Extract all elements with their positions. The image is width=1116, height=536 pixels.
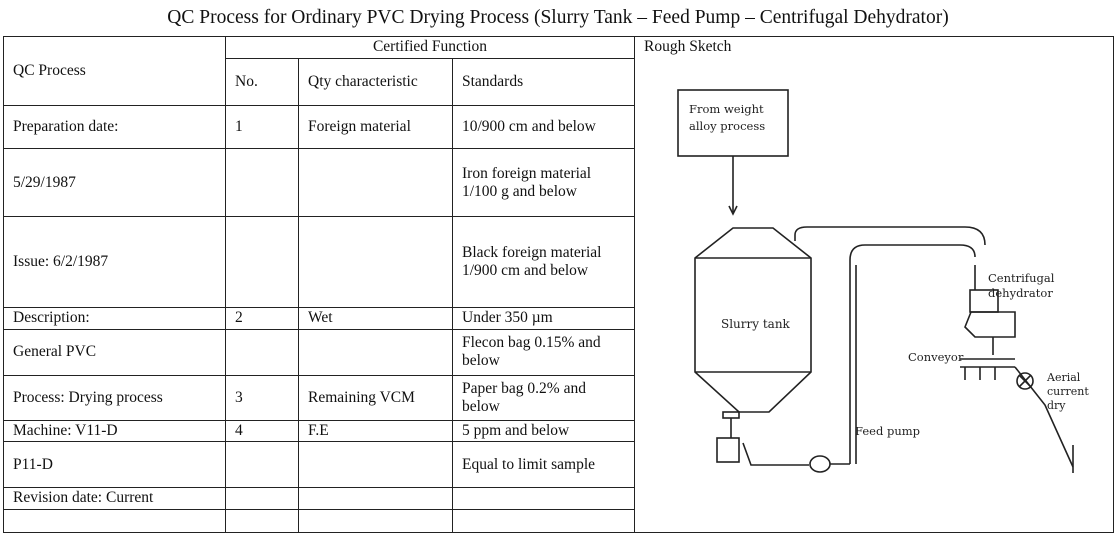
std-cell — [453, 487, 635, 510]
aerial-label-3: dry — [1047, 399, 1066, 412]
slurry-tank-label: Slurry tank — [721, 317, 790, 331]
qty-cell: Foreign material — [299, 105, 453, 148]
conveyor-label: Conveyor — [908, 350, 964, 364]
rough-sketch-title: Rough Sketch — [644, 38, 732, 55]
no-cell — [226, 510, 299, 533]
std-cell: Black foreign material 1/900 cm and below — [453, 217, 635, 308]
qty-cell — [299, 487, 453, 510]
qc-cell: P11-D — [4, 442, 226, 487]
aerial-label-1: Aerial — [1047, 371, 1081, 384]
qc-cell: Revision date: Current — [4, 487, 226, 510]
qc-cell: Issue: 6/2/1987 — [4, 217, 226, 308]
header-certified-function: Certified Function — [226, 37, 635, 59]
centrifugal-label-1: Centrifugal — [988, 271, 1055, 285]
header-qty: Qty characteristic — [299, 58, 453, 105]
qc-cell: Description: — [4, 307, 226, 330]
valve-box — [717, 438, 739, 462]
no-cell: 3 — [226, 375, 299, 420]
std-cell: Flecon bag 0.15% and below — [453, 330, 635, 375]
no-cell — [226, 442, 299, 487]
qty-cell — [299, 149, 453, 217]
qc-cell: Preparation date: — [4, 105, 226, 148]
std-cell: 5 ppm and below — [453, 420, 635, 442]
page-title: QC Process for Ordinary PVC Drying Process (Slurry Tank – Feed Pump – Centrifugal Dehydrator) — [167, 7, 949, 28]
weight-alloy-label-1: From weight — [689, 102, 764, 116]
qty-cell — [299, 442, 453, 487]
no-cell — [226, 217, 299, 308]
header-standards: Standards — [453, 58, 635, 105]
aerial-label-2: current — [1047, 385, 1089, 398]
qty-cell: Remaining VCM — [299, 375, 453, 420]
qty-cell — [299, 510, 453, 533]
qc-cell: Machine: V11-D — [4, 420, 226, 442]
no-cell: 2 — [226, 307, 299, 330]
header-qc-process: QC Process — [4, 37, 226, 106]
feed-pump-label: Feed pump — [855, 424, 921, 438]
qc-cell: General PVC — [4, 330, 226, 375]
weight-alloy-label-2: alloy process — [689, 119, 766, 133]
no-cell — [226, 149, 299, 217]
std-cell: Iron foreign material 1/100 g and below — [453, 149, 635, 217]
std-cell: Under 350 µm — [453, 307, 635, 330]
std-cell — [453, 510, 635, 533]
centrifugal-dehydrator — [965, 312, 1015, 337]
qc-table — [3, 36, 1114, 533]
std-cell: Equal to limit sample — [453, 442, 635, 487]
qty-cell — [299, 217, 453, 308]
qty-cell: F.E — [299, 420, 453, 442]
std-cell: Paper bag 0.2% and below — [453, 375, 635, 420]
qc-cell: Process: Drying process — [4, 375, 226, 420]
qty-cell: Wet — [299, 307, 453, 330]
header-no: No. — [226, 58, 299, 105]
std-cell: 10/900 cm and below — [453, 105, 635, 148]
process-diagram — [675, 75, 1095, 495]
no-cell — [226, 330, 299, 375]
rough-sketch-cell — [635, 37, 1114, 533]
qc-cell — [4, 510, 226, 533]
no-cell: 4 — [226, 420, 299, 442]
no-cell: 1 — [226, 105, 299, 148]
feed-pump — [810, 456, 830, 472]
no-cell — [226, 487, 299, 510]
centrifugal-label-2: dehydrator — [988, 286, 1053, 300]
qty-cell — [299, 330, 453, 375]
qc-cell: 5/29/1987 — [4, 149, 226, 217]
